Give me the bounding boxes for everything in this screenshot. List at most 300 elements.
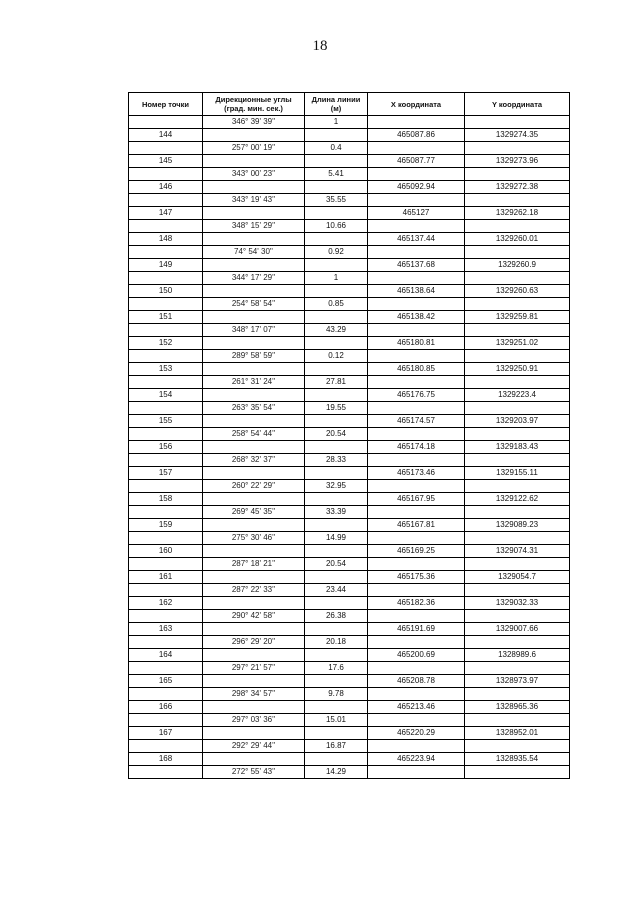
empty-cell	[368, 610, 465, 623]
directional-angle-cell: 297° 03' 36''	[203, 714, 305, 727]
directional-angle-cell: 287° 22' 33''	[203, 584, 305, 597]
empty-cell	[129, 298, 203, 311]
point-row	[129, 727, 570, 740]
x-coordinate-cell: 465087.77	[368, 155, 465, 168]
segment-row	[129, 506, 570, 519]
directional-angle-cell: 254° 58' 54''	[203, 298, 305, 311]
empty-cell	[129, 168, 203, 181]
header-row	[129, 93, 570, 116]
empty-cell	[203, 727, 305, 740]
empty-cell	[305, 753, 368, 766]
segment-row	[129, 766, 570, 779]
y-coordinate-cell: 1329007.66	[465, 623, 570, 636]
y-coordinate-cell: 1329251.02	[465, 337, 570, 350]
point-row	[129, 649, 570, 662]
line-length-cell: 0.85	[305, 298, 368, 311]
line-length-cell: 1	[305, 116, 368, 129]
y-coordinate-cell: 1328973.97	[465, 675, 570, 688]
point-row	[129, 701, 570, 714]
empty-cell	[203, 129, 305, 142]
empty-cell	[368, 116, 465, 129]
y-coordinate-cell: 1329274.35	[465, 129, 570, 142]
x-coordinate-cell: 465191.69	[368, 623, 465, 636]
empty-cell	[305, 285, 368, 298]
segment-row	[129, 532, 570, 545]
empty-cell	[203, 233, 305, 246]
line-length-cell: 19.55	[305, 402, 368, 415]
x-coordinate-cell: 465174.57	[368, 415, 465, 428]
empty-cell	[305, 389, 368, 402]
segment-row	[129, 454, 570, 467]
directional-angle-cell: 296° 29' 20''	[203, 636, 305, 649]
line-length-cell: 14.99	[305, 532, 368, 545]
directional-angle-cell: 289° 58' 59''	[203, 350, 305, 363]
empty-cell	[129, 454, 203, 467]
line-length-cell: 43.29	[305, 324, 368, 337]
point-row	[129, 519, 570, 532]
directional-angle-cell: 260° 22' 29''	[203, 480, 305, 493]
directional-angle-cell: 272° 55' 43''	[203, 766, 305, 779]
empty-cell	[203, 649, 305, 662]
page-number: 18	[312, 38, 328, 54]
line-length-cell: 32.95	[305, 480, 368, 493]
empty-cell	[368, 766, 465, 779]
empty-cell	[368, 142, 465, 155]
empty-cell	[465, 402, 570, 415]
y-coordinate-cell: 1329223.4	[465, 389, 570, 402]
point-number-cell: 156	[129, 441, 203, 454]
y-coordinate-cell: 1329259.81	[465, 311, 570, 324]
line-length-cell: 35.55	[305, 194, 368, 207]
y-coordinate-cell: 1329260.01	[465, 233, 570, 246]
x-coordinate-cell: 465180.81	[368, 337, 465, 350]
directional-angle-cell: 258° 54' 44''	[203, 428, 305, 441]
point-number-cell: 167	[129, 727, 203, 740]
point-number-cell: 153	[129, 363, 203, 376]
empty-cell	[465, 220, 570, 233]
empty-cell	[305, 337, 368, 350]
point-row	[129, 155, 570, 168]
point-number-cell: 152	[129, 337, 203, 350]
point-row	[129, 753, 570, 766]
segment-row	[129, 116, 570, 129]
y-coordinate-cell: 1329183.43	[465, 441, 570, 454]
line-length-cell: 0.92	[305, 246, 368, 259]
line-length-cell: 0.4	[305, 142, 368, 155]
empty-cell	[368, 688, 465, 701]
point-number-cell: 154	[129, 389, 203, 402]
y-coordinate-cell: 1329074.31	[465, 545, 570, 558]
header-x-coordinate: X координата	[368, 93, 465, 116]
directional-angle-cell: 346° 39' 39''	[203, 116, 305, 129]
directional-angle-cell: 298° 34' 57''	[203, 688, 305, 701]
empty-cell	[203, 415, 305, 428]
empty-cell	[129, 116, 203, 129]
empty-cell	[368, 168, 465, 181]
line-length-cell: 15.01	[305, 714, 368, 727]
empty-cell	[465, 662, 570, 675]
empty-cell	[203, 597, 305, 610]
empty-cell	[305, 233, 368, 246]
empty-cell	[465, 480, 570, 493]
empty-cell	[465, 714, 570, 727]
point-row	[129, 675, 570, 688]
empty-cell	[305, 363, 368, 376]
empty-cell	[368, 584, 465, 597]
empty-cell	[305, 675, 368, 688]
segment-row	[129, 324, 570, 337]
x-coordinate-cell: 465220.29	[368, 727, 465, 740]
empty-cell	[465, 194, 570, 207]
empty-cell	[305, 467, 368, 480]
point-row	[129, 441, 570, 454]
empty-cell	[305, 519, 368, 532]
empty-cell	[305, 545, 368, 558]
point-number-cell: 163	[129, 623, 203, 636]
empty-cell	[129, 610, 203, 623]
x-coordinate-cell: 465137.68	[368, 259, 465, 272]
empty-cell	[368, 350, 465, 363]
empty-cell	[465, 376, 570, 389]
line-length-cell: 27.81	[305, 376, 368, 389]
empty-cell	[368, 376, 465, 389]
y-coordinate-cell: 1328989.6	[465, 649, 570, 662]
empty-cell	[129, 194, 203, 207]
x-coordinate-cell: 465180.85	[368, 363, 465, 376]
y-coordinate-cell: 1329089.23	[465, 519, 570, 532]
segment-row	[129, 298, 570, 311]
directional-angle-cell: 74° 54' 30''	[203, 246, 305, 259]
empty-cell	[203, 519, 305, 532]
x-coordinate-cell: 465182.36	[368, 597, 465, 610]
empty-cell	[129, 246, 203, 259]
point-number-cell: 150	[129, 285, 203, 298]
empty-cell	[368, 402, 465, 415]
empty-cell	[305, 727, 368, 740]
x-coordinate-cell: 465223.94	[368, 753, 465, 766]
empty-cell	[129, 558, 203, 571]
empty-cell	[305, 207, 368, 220]
x-coordinate-cell: 465208.78	[368, 675, 465, 688]
line-length-cell: 9.78	[305, 688, 368, 701]
empty-cell	[203, 675, 305, 688]
x-coordinate-cell: 465087.86	[368, 129, 465, 142]
empty-cell	[129, 324, 203, 337]
segment-row	[129, 714, 570, 727]
directional-angle-cell: 292° 29' 44''	[203, 740, 305, 753]
segment-row	[129, 220, 570, 233]
empty-cell	[129, 428, 203, 441]
point-row	[129, 467, 570, 480]
empty-cell	[465, 532, 570, 545]
header-y-coordinate: Y координата	[465, 93, 570, 116]
empty-cell	[203, 207, 305, 220]
empty-cell	[305, 649, 368, 662]
empty-cell	[465, 116, 570, 129]
segment-row	[129, 168, 570, 181]
empty-cell	[203, 285, 305, 298]
y-coordinate-cell: 1328935.54	[465, 753, 570, 766]
directional-angle-cell: 348° 17' 07''	[203, 324, 305, 337]
empty-cell	[465, 688, 570, 701]
empty-cell	[465, 142, 570, 155]
x-coordinate-cell: 465167.81	[368, 519, 465, 532]
point-row	[129, 207, 570, 220]
line-length-cell: 23.44	[305, 584, 368, 597]
empty-cell	[368, 428, 465, 441]
empty-cell	[129, 376, 203, 389]
segment-row	[129, 636, 570, 649]
y-coordinate-cell: 1329054.7	[465, 571, 570, 584]
header-directional-angles: Дирекционные углы (град. мин. сек.)	[203, 93, 305, 116]
empty-cell	[465, 558, 570, 571]
segment-row	[129, 402, 570, 415]
point-row	[129, 415, 570, 428]
empty-cell	[203, 753, 305, 766]
point-number-cell: 155	[129, 415, 203, 428]
directional-angle-cell: 263° 35' 54''	[203, 402, 305, 415]
empty-cell	[305, 415, 368, 428]
empty-cell	[203, 441, 305, 454]
header-line-length: Длина линии (м)	[305, 93, 368, 116]
x-coordinate-cell: 465176.75	[368, 389, 465, 402]
x-coordinate-cell: 465174.18	[368, 441, 465, 454]
point-number-cell: 158	[129, 493, 203, 506]
line-length-cell: 10.66	[305, 220, 368, 233]
directional-angle-cell: 343° 19' 43''	[203, 194, 305, 207]
point-number-cell: 149	[129, 259, 203, 272]
empty-cell	[203, 363, 305, 376]
segment-row	[129, 480, 570, 493]
line-length-cell: 17.6	[305, 662, 368, 675]
empty-cell	[465, 610, 570, 623]
empty-cell	[203, 181, 305, 194]
segment-row	[129, 142, 570, 155]
empty-cell	[203, 545, 305, 558]
point-number-cell: 151	[129, 311, 203, 324]
point-row	[129, 623, 570, 636]
empty-cell	[129, 480, 203, 493]
empty-cell	[305, 129, 368, 142]
empty-cell	[465, 272, 570, 285]
line-length-cell: 5.41	[305, 168, 368, 181]
x-coordinate-cell: 465167.95	[368, 493, 465, 506]
empty-cell	[203, 155, 305, 168]
point-number-cell: 144	[129, 129, 203, 142]
segment-row	[129, 246, 570, 259]
point-row	[129, 129, 570, 142]
empty-cell	[368, 194, 465, 207]
empty-cell	[368, 220, 465, 233]
empty-cell	[305, 597, 368, 610]
segment-row	[129, 194, 570, 207]
empty-cell	[203, 701, 305, 714]
point-number-cell: 168	[129, 753, 203, 766]
y-coordinate-cell: 1328965.36	[465, 701, 570, 714]
y-coordinate-cell: 1329155.11	[465, 467, 570, 480]
empty-cell	[203, 337, 305, 350]
line-length-cell: 33.39	[305, 506, 368, 519]
point-row	[129, 311, 570, 324]
point-number-cell: 145	[129, 155, 203, 168]
empty-cell	[305, 493, 368, 506]
table-body	[129, 116, 570, 779]
empty-cell	[465, 636, 570, 649]
empty-cell	[129, 402, 203, 415]
empty-cell	[305, 259, 368, 272]
x-coordinate-cell: 465138.42	[368, 311, 465, 324]
empty-cell	[368, 532, 465, 545]
empty-cell	[465, 740, 570, 753]
x-coordinate-cell: 465092.94	[368, 181, 465, 194]
empty-cell	[465, 350, 570, 363]
x-coordinate-cell: 465213.46	[368, 701, 465, 714]
point-number-cell: 159	[129, 519, 203, 532]
empty-cell	[129, 532, 203, 545]
segment-row	[129, 376, 570, 389]
empty-cell	[203, 389, 305, 402]
segment-row	[129, 558, 570, 571]
empty-cell	[465, 246, 570, 259]
empty-cell	[368, 714, 465, 727]
empty-cell	[368, 272, 465, 285]
empty-cell	[203, 571, 305, 584]
point-number-cell: 164	[129, 649, 203, 662]
empty-cell	[129, 688, 203, 701]
empty-cell	[305, 155, 368, 168]
directional-angle-cell: 261° 31' 24''	[203, 376, 305, 389]
y-coordinate-cell: 1329122.62	[465, 493, 570, 506]
x-coordinate-cell: 465137.44	[368, 233, 465, 246]
directional-angle-cell: 348° 15' 29''	[203, 220, 305, 233]
empty-cell	[465, 298, 570, 311]
empty-cell	[368, 480, 465, 493]
y-coordinate-cell: 1329250.91	[465, 363, 570, 376]
x-coordinate-cell: 465169.25	[368, 545, 465, 558]
empty-cell	[129, 636, 203, 649]
empty-cell	[129, 740, 203, 753]
empty-cell	[129, 714, 203, 727]
x-coordinate-cell: 465138.64	[368, 285, 465, 298]
x-coordinate-cell: 465127	[368, 207, 465, 220]
segment-row	[129, 740, 570, 753]
segment-row	[129, 584, 570, 597]
empty-cell	[368, 740, 465, 753]
point-row	[129, 337, 570, 350]
header-point-number: Номер точки	[129, 93, 203, 116]
coordinates-table	[128, 92, 570, 779]
point-row	[129, 363, 570, 376]
y-coordinate-cell: 1329203.97	[465, 415, 570, 428]
point-row	[129, 545, 570, 558]
empty-cell	[305, 623, 368, 636]
empty-cell	[368, 454, 465, 467]
empty-cell	[203, 311, 305, 324]
empty-cell	[465, 428, 570, 441]
empty-cell	[368, 636, 465, 649]
directional-angle-cell: 344° 17' 29''	[203, 272, 305, 285]
line-length-cell: 20.54	[305, 428, 368, 441]
segment-row	[129, 662, 570, 675]
empty-cell	[203, 493, 305, 506]
directional-angle-cell: 287° 18' 21''	[203, 558, 305, 571]
point-number-cell: 147	[129, 207, 203, 220]
point-row	[129, 493, 570, 506]
empty-cell	[129, 272, 203, 285]
directional-angle-cell: 275° 30' 46''	[203, 532, 305, 545]
empty-cell	[129, 350, 203, 363]
x-coordinate-cell: 465175.36	[368, 571, 465, 584]
line-length-cell: 20.54	[305, 558, 368, 571]
y-coordinate-cell: 1329260.9	[465, 259, 570, 272]
empty-cell	[305, 311, 368, 324]
segment-row	[129, 428, 570, 441]
segment-row	[129, 688, 570, 701]
point-number-cell: 160	[129, 545, 203, 558]
empty-cell	[203, 259, 305, 272]
directional-angle-cell: 343° 00' 23''	[203, 168, 305, 181]
empty-cell	[305, 701, 368, 714]
empty-cell	[368, 298, 465, 311]
segment-row	[129, 350, 570, 363]
empty-cell	[465, 324, 570, 337]
line-length-cell: 0.12	[305, 350, 368, 363]
empty-cell	[203, 623, 305, 636]
point-row	[129, 597, 570, 610]
empty-cell	[305, 571, 368, 584]
empty-cell	[305, 441, 368, 454]
directional-angle-cell: 268° 32' 37''	[203, 454, 305, 467]
x-coordinate-cell: 465173.46	[368, 467, 465, 480]
segment-row	[129, 272, 570, 285]
empty-cell	[129, 220, 203, 233]
empty-cell	[368, 558, 465, 571]
directional-angle-cell: 269° 45' 35''	[203, 506, 305, 519]
point-row	[129, 571, 570, 584]
point-row	[129, 285, 570, 298]
y-coordinate-cell: 1329032.33	[465, 597, 570, 610]
line-length-cell: 26.38	[305, 610, 368, 623]
empty-cell	[129, 766, 203, 779]
point-number-cell: 148	[129, 233, 203, 246]
y-coordinate-cell: 1329262.18	[465, 207, 570, 220]
empty-cell	[203, 467, 305, 480]
empty-cell	[305, 181, 368, 194]
point-row	[129, 389, 570, 402]
empty-cell	[368, 506, 465, 519]
directional-angle-cell: 297° 21' 57''	[203, 662, 305, 675]
empty-cell	[465, 766, 570, 779]
line-length-cell: 28.33	[305, 454, 368, 467]
line-length-cell: 20.18	[305, 636, 368, 649]
line-length-cell: 14.29	[305, 766, 368, 779]
line-length-cell: 1	[305, 272, 368, 285]
point-row	[129, 233, 570, 246]
empty-cell	[465, 168, 570, 181]
empty-cell	[129, 584, 203, 597]
y-coordinate-cell: 1329260.63	[465, 285, 570, 298]
empty-cell	[129, 662, 203, 675]
point-row	[129, 259, 570, 272]
empty-cell	[368, 662, 465, 675]
y-coordinate-cell: 1329272.38	[465, 181, 570, 194]
directional-angle-cell: 290° 42' 58''	[203, 610, 305, 623]
empty-cell	[368, 246, 465, 259]
y-coordinate-cell: 1329273.96	[465, 155, 570, 168]
empty-cell	[465, 506, 570, 519]
y-coordinate-cell: 1328952.01	[465, 727, 570, 740]
point-row	[129, 181, 570, 194]
